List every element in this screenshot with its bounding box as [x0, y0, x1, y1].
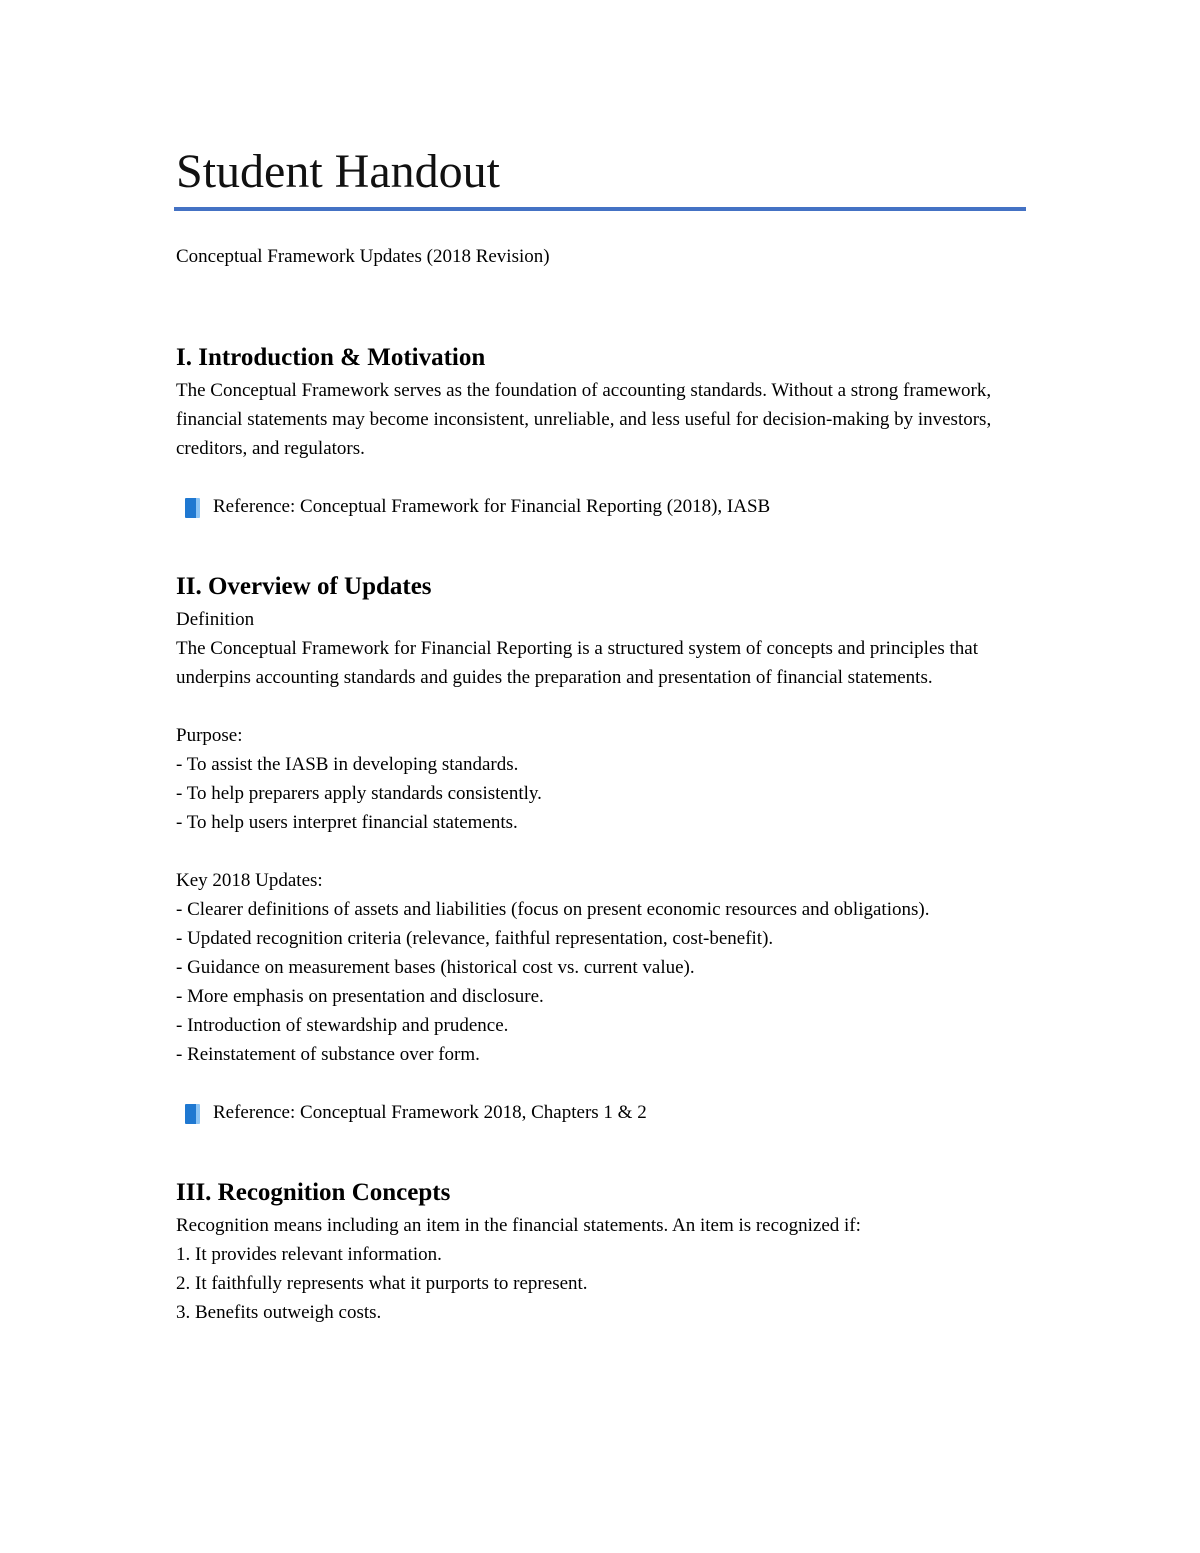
section-introduction [176, 341, 1028, 521]
recognition-intro: Recognition means including an item in the financial statements. An item is recognized if: [176, 1215, 861, 1236]
list-item: - To help preparers apply standards consistently. [176, 783, 542, 804]
list-item: - More emphasis on presentation and disclosure. [176, 986, 544, 1007]
section-recognition [176, 1176, 1028, 1327]
list-item: 2. It faithfully represents what it purports to represent. [176, 1273, 588, 1294]
section-overview [176, 570, 1028, 1127]
reference-line [176, 492, 1028, 521]
section-heading: II. Overview of Updates [176, 573, 432, 600]
document-title: Student Handout [176, 145, 500, 198]
purpose-list [176, 750, 1028, 837]
list-item: - To help users interpret financial statements. [176, 812, 518, 833]
list-item: - Reinstatement of substance over form. [176, 1044, 480, 1065]
updates-list [176, 895, 1028, 1069]
document-page [176, 140, 1028, 1327]
list-item: - Introduction of stewardship and prudence. [176, 1015, 509, 1036]
reference-text: Reference: Conceptual Framework for Financial Reporting (2018), IASB [213, 496, 771, 517]
book-icon [185, 498, 200, 518]
reference-text: Reference: Conceptual Framework 2018, Chapters 1 & 2 [213, 1102, 647, 1123]
section-heading: I. Introduction & Motivation [176, 344, 486, 371]
list-item: 1. It provides relevant information. [176, 1244, 442, 1265]
title-underline [174, 207, 1026, 211]
section-heading: III. Recognition Concepts [176, 1179, 451, 1206]
list-item: - Clearer definitions of assets and liabilities (focus on present economic resources and obligations). [176, 899, 930, 920]
recognition-list [176, 1240, 1028, 1327]
reference-line [176, 1098, 1028, 1127]
list-item: 3. Benefits outweigh costs. [176, 1302, 382, 1323]
updates-label: Key 2018 Updates: [176, 870, 323, 891]
intro-paragraph: The Conceptual Framework serves as the foundation of accounting standards. Without a strong framework, financial statements may become inconsistent, unreliable, and less useful for decision-making by investors, creditors, and regulators. [176, 380, 992, 459]
definition-label: Definition [176, 609, 255, 630]
list-item: - To assist the IASB in developing standards. [176, 754, 519, 775]
list-item: - Updated recognition criteria (relevance, faithful representation, cost-benefit). [176, 928, 774, 949]
definition-paragraph: The Conceptual Framework for Financial Reporting is a structured system of concepts and principles that underpins accounting standards and guides the preparation and presentation of financial statements. [176, 638, 979, 688]
book-icon [185, 1104, 200, 1124]
document-subtitle: Conceptual Framework Updates (2018 Revision) [176, 246, 550, 267]
list-item: - Guidance on measurement bases (historical cost vs. current value). [176, 957, 695, 978]
purpose-label: Purpose: [176, 725, 243, 746]
